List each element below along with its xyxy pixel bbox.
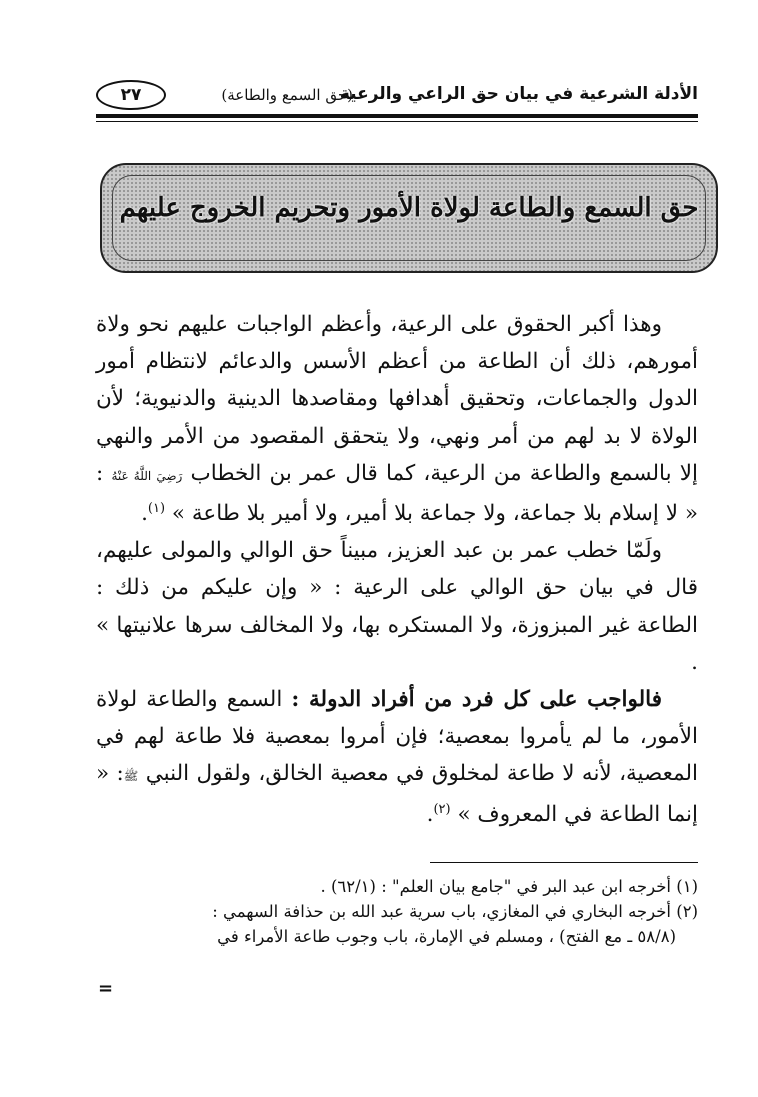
paragraph-1-text: وهذا أكبر الحقوق على الرعية، وأعظم الواجبات عليهم نحو ولاة أمورهم، ذلك أن الطاعة من أعظم الأسس والدعائم لانتظام أمور الدول والجماعات، وتحقيق أهدافها ومقاصدها الدينية والدنيوية؛ لأن الولاة لا بد لهم من أمر ونهي، ولا يتحقق المقصود من الأمر والنهي إلا بالسمع والطاعة من الرعية، كما قال عمر بن الخطاب <box>96 312 698 486</box>
paragraph-3-quote: : « إنما الطاعة في المعروف » <box>96 761 698 827</box>
body-text <box>96 306 698 833</box>
footnotes <box>96 874 698 949</box>
book-title: الأدلة الشرعية في بيان حق الراعي والرعية <box>339 84 698 104</box>
header-rule-thin <box>96 121 698 122</box>
footnote-2-line-2: (٥٨/٨ ـ مع الفتح) ، ومسلم في الإمارة، باب وجوب طاعة الأمراء في <box>217 927 676 946</box>
chapter-title: (حق السمع والطاعة) <box>221 86 353 104</box>
running-header <box>96 78 698 118</box>
paragraph-3: فالواجب على كل فرد من أفراد الدولة : السمع والطاعة لولاة الأمور، ما لم يأمروا بمعصية؛ فإن أمروا بمعصية فلا طاعة لهم في المعصية، لأنه لا طاعة لمخلوق في معصية الخالق، ولقول النبي ﷺ: « إنما الطاعة في المعروف » $^{(٢)}$. <box>96 687 698 827</box>
footnote-ref-2: (٢) <box>433 801 451 817</box>
section-title-box <box>100 163 718 273</box>
footnote-ref-1: (١) <box>147 500 166 516</box>
section-title: حق السمع والطاعة لولاة الأمور وتحريم الخروج عليهم <box>119 193 699 223</box>
paragraph-3-text: السمع والطاعة لولاة الأمور، ما لم يأمروا بمعصية؛ فإن أمروا بمعصية فلا طاعة لهم في المعصية، لأنه لا طاعة لمخلوق في معصية الخالق، ولقول النبي <box>96 687 698 787</box>
paragraph-1-quote: : « لا إسلام بلا جماعة، ولا جماعة بلا أمير، ولا أمير بلا طاعة » <box>96 460 698 527</box>
footnote-separator <box>430 862 698 863</box>
footnote-1: (١) أخرجه ابن عبد البر في "جامع بيان العلم" : (٦٢/١) . <box>320 877 698 896</box>
footnote-2-line-1: (٢) أخرجه البخاري في المغازي، باب سرية عبد الله بن حذافة السهمي : <box>212 902 698 921</box>
paragraph-1: وهذا أكبر الحقوق على الرعية، وأعظم الواجبات عليهم نحو ولاة أمورهم، ذلك أن الطاعة من أعظم الأسس والدعائم لانتظام أمور الدول والجماعات، وتحقيق أهدافها ومقاصدها الدينية والدنيوية؛ لأن الولاة لا بد لهم من أمر ونهي، ولا يتحقق المقصود من الأمر والنهي إلا بالسمع والطاعة من الرعية، كما قال عمر بن الخطاب رَضِيَ اللَّهُ عَنْهُ : « لا إسلام بلا جماعة، ولا جماعة بلا أمير، ولا أمير بلا طاعة » $^{(١)}$. <box>96 312 698 527</box>
honorific-mark: رَضِيَ اللَّهُ عَنْهُ <box>111 468 183 483</box>
page-number: ٢٧ <box>96 80 166 110</box>
salawat-mark: ﷺ <box>123 769 139 784</box>
paragraph-2: ولَمّا خطب عمر بن عبد العزيز، مبيناً حق الوالي والمولى عليهم، قال في بيان حق الوالي على الرعية : « وإن عليكم من ذلك : الطاعة غير المبزوزة، ولا المستكره بها، ولا المخالف سرها علانيتها » . <box>96 538 698 675</box>
paragraph-3-lead: فالواجب على كل فرد من أفراد الدولة : <box>291 687 662 713</box>
continuation-mark: = <box>98 978 114 999</box>
header-rule-thick <box>96 114 698 118</box>
